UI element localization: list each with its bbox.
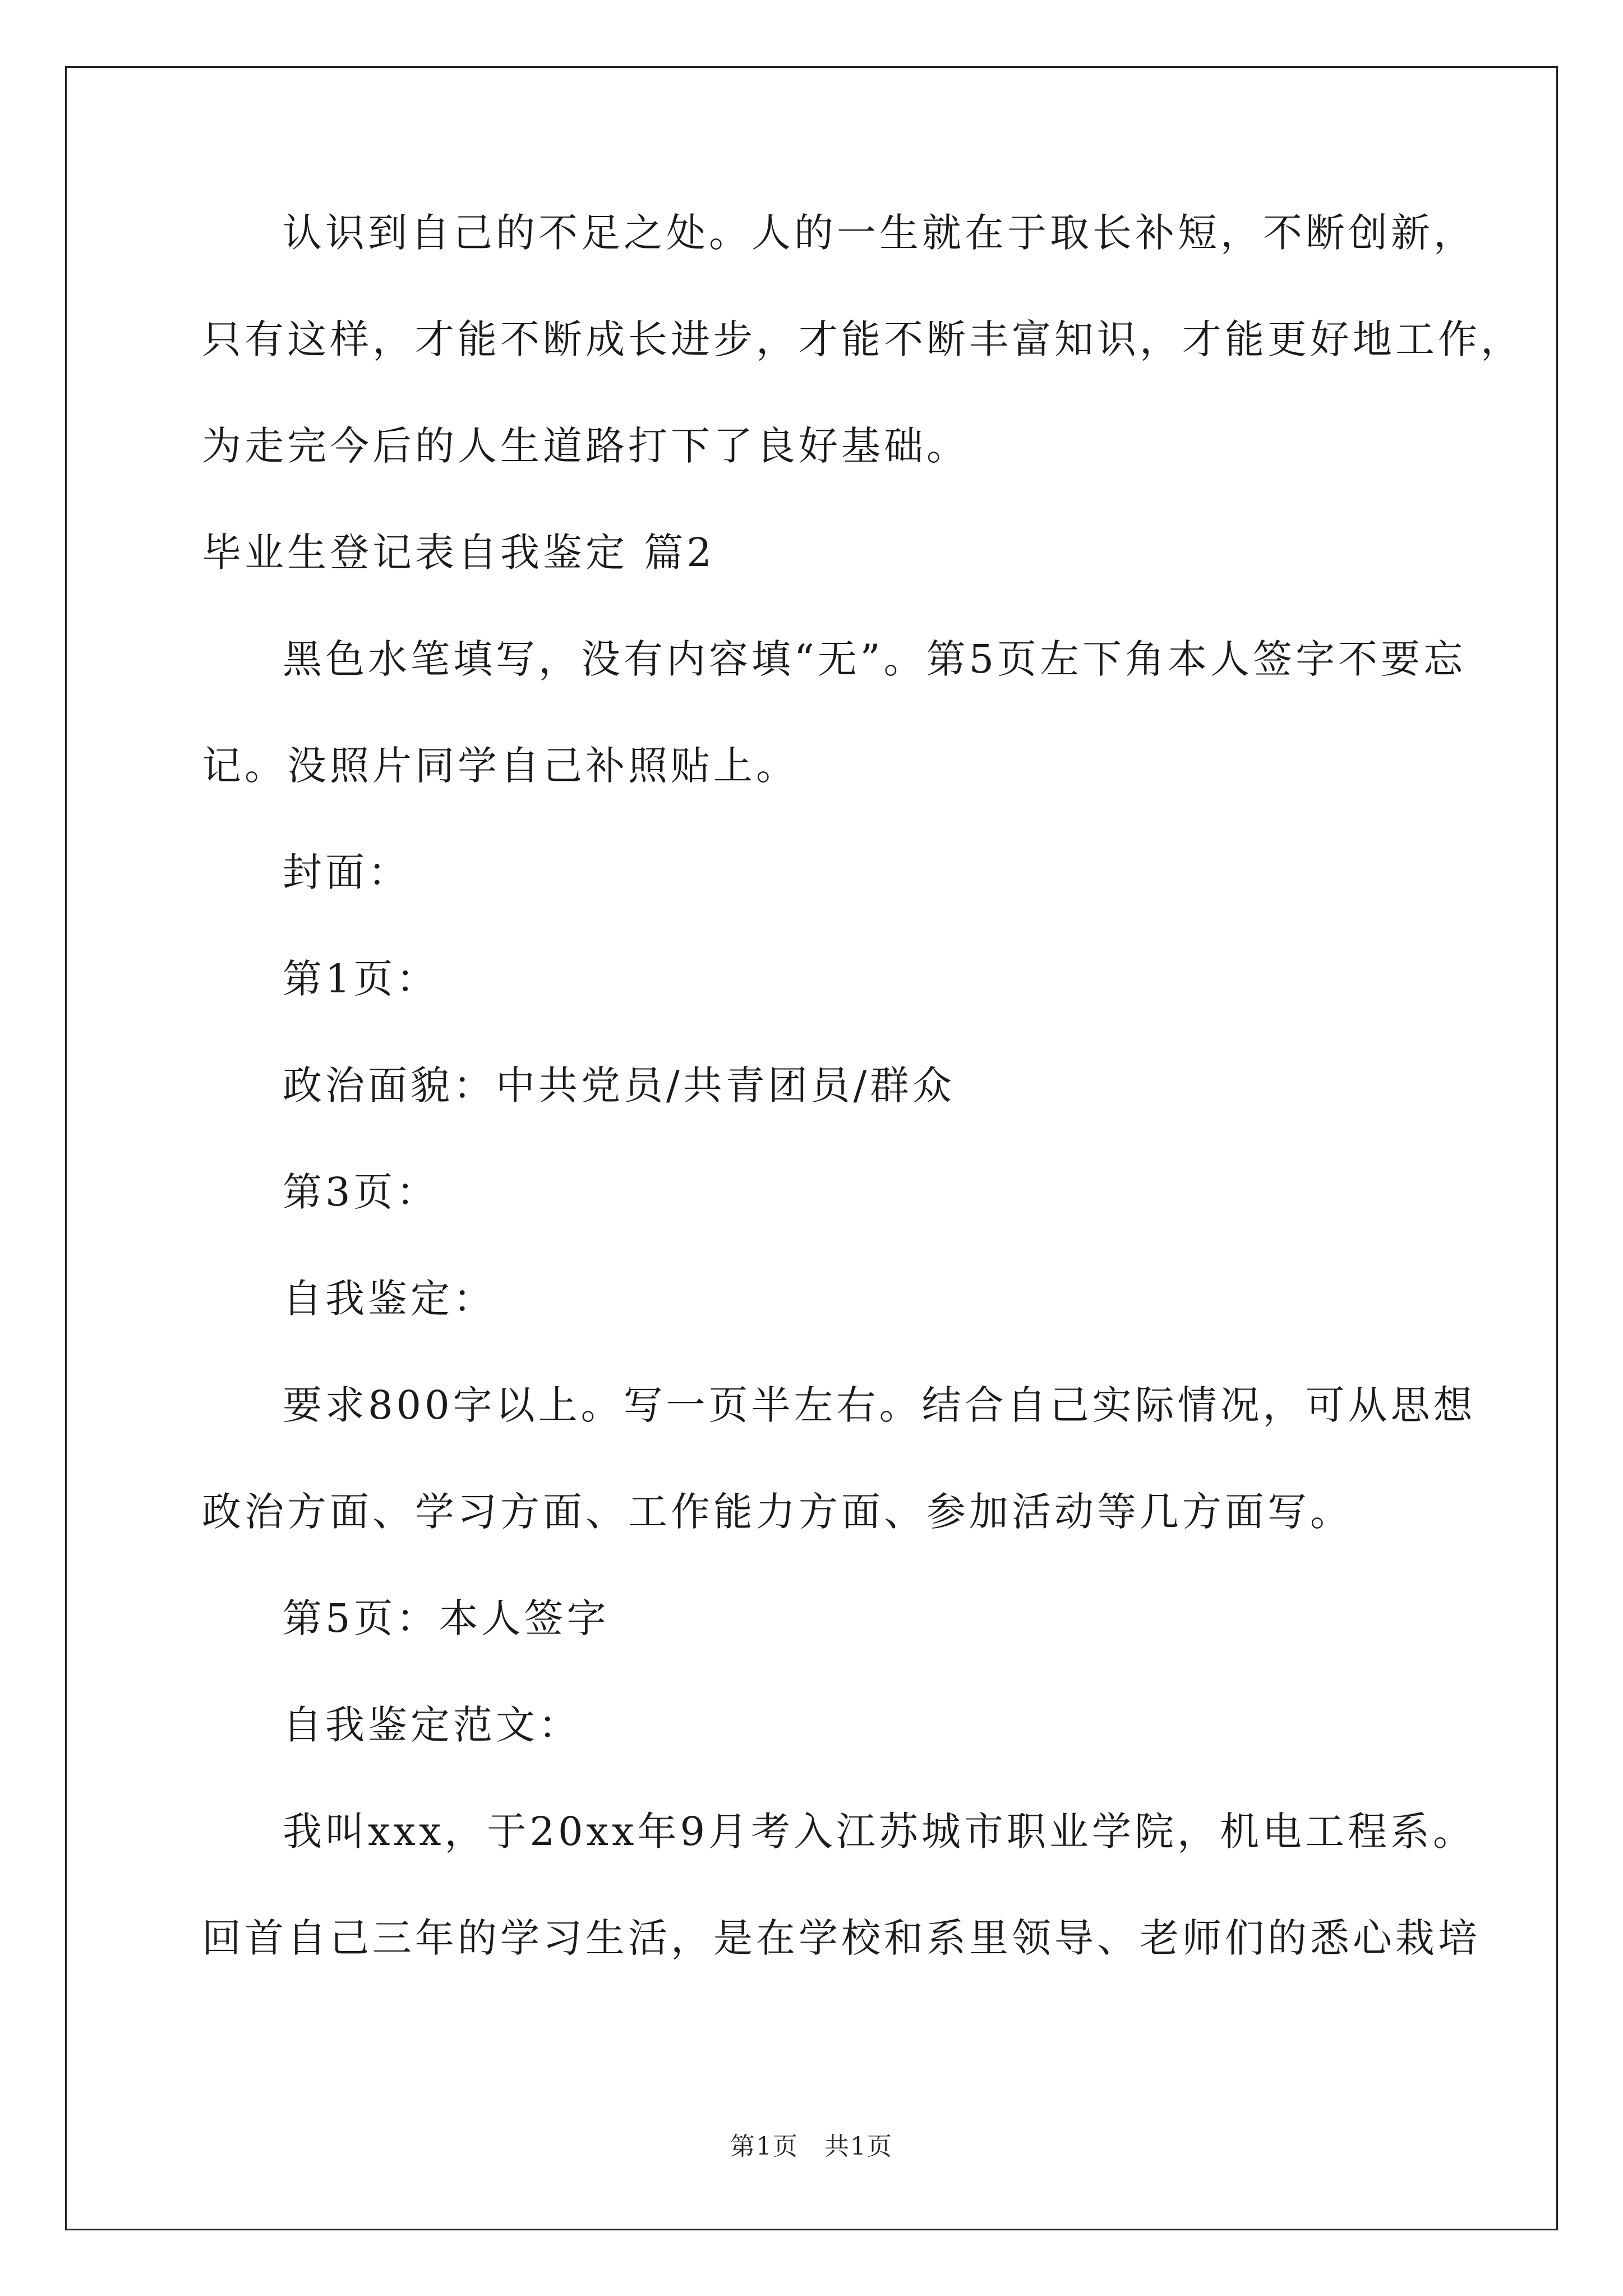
paragraph-line: 第5页：本人签字: [283, 1595, 610, 1641]
paragraph-line: 要求800字以上。写一页半左右。结合自己实际情况，可从思想: [283, 1382, 1476, 1428]
paragraph-line: 记。没照片同学自己补照贴上。: [202, 743, 799, 789]
paragraph-line: 第3页：: [283, 1169, 439, 1215]
page-border: [65, 66, 1558, 2230]
paragraph-line: 第1页：: [283, 956, 439, 1002]
paragraph-line: 认识到自己的不足之处。人的一生就在于取长补短，不断创新，: [283, 210, 1476, 256]
paragraph-line: 只有这样，才能不断成长进步，才能不断丰富知识，才能更好地工作，: [202, 316, 1523, 362]
paragraph-line: 回首自己三年的学习生活，是在学校和系里领导、老师们的悉心栽培: [202, 1915, 1481, 1961]
paragraph-line: 封面：: [283, 849, 411, 895]
paragraph-line: 自我鉴定：: [283, 1276, 496, 1322]
paragraph-line: 自我鉴定范文：: [283, 1702, 581, 1748]
paragraph-line: 政治方面、学习方面、工作能力方面、参加活动等几方面写。: [202, 1489, 1353, 1535]
paragraph-line: 黑色水笔填写，没有内容填“无”。第5页左下角本人签字不要忘: [283, 636, 1467, 682]
paragraph-line: 政治面貌：中共党员/共青团员/群众: [283, 1062, 956, 1108]
section-heading: 毕业生登记表自我鉴定 篇2: [202, 530, 715, 576]
paragraph-line: 我叫xxx，于20xx年9月考入江苏城市职业学院，机电工程系。: [283, 1809, 1476, 1855]
paragraph-line: 为走完今后的人生道路打下了良好基础。: [202, 423, 969, 469]
page-footer: 第1页 共1页: [730, 2132, 893, 2161]
